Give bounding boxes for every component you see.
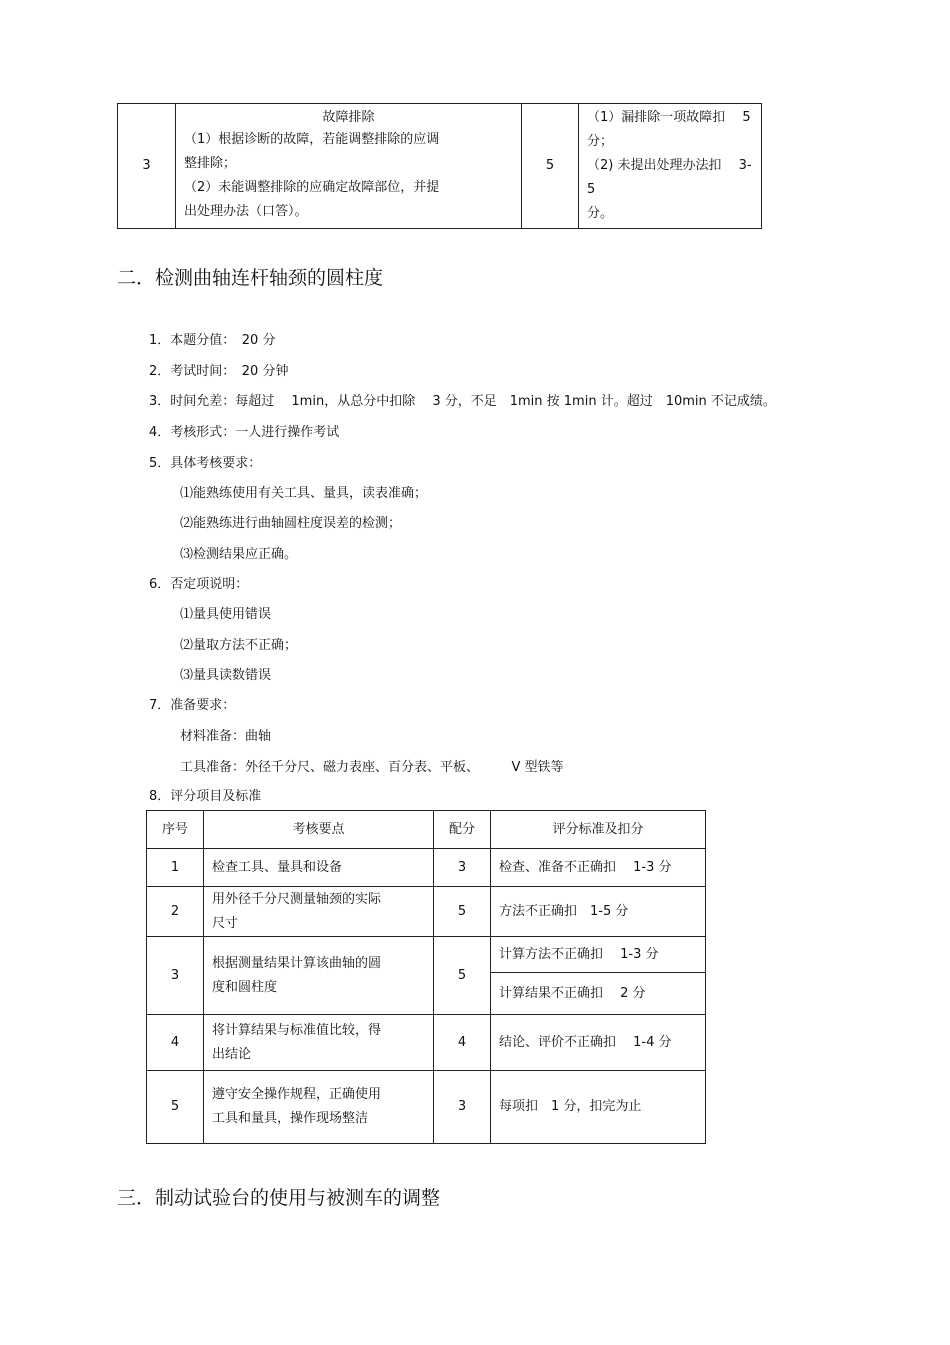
point-line: 将计算结果与标准值比较，得 (212, 1022, 382, 1038)
crit-line: 分； (587, 134, 614, 149)
cell-score: 5 (434, 887, 491, 937)
negation-item: ⑴量具使用错误 (180, 607, 272, 622)
table-row (147, 1015, 706, 1071)
cell-point: 检查工具、量具和设备 (204, 849, 434, 887)
crit-line: （2) 未提出处理办法扣 3-5 (587, 158, 752, 197)
cell-score: 3 (434, 1071, 491, 1144)
point-line: 用外径千分尺测量轴颈的实际 (212, 891, 382, 907)
table-row (147, 887, 706, 937)
requirement-item: ⑶检测结果应正确。 (180, 547, 298, 562)
row-line: 出处理办法（口答）。 (184, 204, 308, 219)
cell-score: 3 (434, 849, 491, 887)
header-cell: 评分标准及扣分 (491, 811, 706, 849)
requirement-item: ⑵能熟练进行曲轴圆柱度误差的检测； (180, 516, 402, 531)
cell-criteria: 检查、准备不正确扣 1-3 分 (491, 849, 706, 887)
header-cell: 考核要点 (204, 811, 434, 849)
cell-no: 4 (147, 1015, 204, 1071)
cell-criteria: 计算结果不正确扣 2 分 (491, 973, 706, 1015)
info-item: 8．评分项目及标准 (149, 789, 262, 804)
cell-criteria: 每项扣 1 分，扣完为止 (491, 1071, 706, 1144)
prep-item: 工具准备：外径千分尺、磁力表座、百分表、平板、 V 型铁等 (180, 760, 564, 775)
cell-point (204, 937, 434, 1015)
info-item: 2．考试时间： 20 分钟 (149, 364, 289, 379)
cell-no: 2 (147, 887, 204, 937)
header-cell: 配分 (434, 811, 491, 849)
crit-line: 分。 (587, 206, 614, 221)
cell-score: 5 (434, 937, 491, 1015)
info-item: 4．考核形式：一人进行操作考试 (149, 425, 340, 440)
table-row (147, 849, 706, 887)
crit-line: （1）漏排除一项故障扣 5 (587, 110, 751, 125)
fault-table (117, 103, 762, 229)
row-criteria (579, 104, 762, 229)
info-item: 3．时间允差：每超过 1min，从总分中扣除 3 分，不足 1min 按 1min 计。超过 10min 不记成绩。 (149, 394, 776, 409)
table-row (147, 937, 706, 973)
row-line: 整排除； (184, 156, 237, 171)
cell-criteria: 结论、评价不正确扣 1-4 分 (491, 1015, 706, 1071)
table-row (147, 1071, 706, 1144)
info-item: 5．具体考核要求： (149, 456, 262, 471)
table-header-row (147, 811, 706, 849)
requirement-item: ⑴能熟练使用有关工具、量具，读表准确； (180, 486, 428, 501)
section-heading: 二．检测曲轴连杆轴颈的圆柱度 (117, 267, 384, 289)
section-heading: 三．制动试验台的使用与被测车的调整 (117, 1187, 441, 1209)
point-line: 尺寸 (212, 915, 239, 931)
row-line: （2）未能调整排除的应确定故障部位，并提 (184, 180, 440, 195)
cell-point (204, 887, 434, 937)
negation-item: ⑵量取方法不正确； (180, 638, 298, 653)
score-table (146, 810, 706, 1144)
cell-point (204, 1015, 434, 1071)
cell-point (204, 1071, 434, 1144)
row-title: 故障排除 (322, 110, 375, 125)
cell-no: 3 (147, 937, 204, 1015)
row-content (176, 104, 522, 229)
info-item: 6．否定项说明： (149, 577, 249, 592)
cell-no: 1 (147, 849, 204, 887)
negation-item: ⑶量具读数错误 (180, 668, 272, 683)
row-no: 3 (118, 104, 176, 229)
point-line: 遵守安全操作规程，正确使用 (212, 1087, 382, 1102)
point-line: 工具和量具，操作现场整洁 (212, 1111, 369, 1126)
header-cell: 序号 (147, 811, 204, 849)
row-line: （1）根据诊断的故障，若能调整排除的应调 (184, 132, 440, 147)
row-score: 5 (522, 104, 579, 229)
prep-item: 材料准备：曲轴 (180, 729, 272, 744)
cell-criteria: 计算方法不正确扣 1-3 分 (491, 937, 706, 973)
info-item: 7．准备要求： (149, 698, 236, 713)
cell-score: 4 (434, 1015, 491, 1071)
point-line: 根据测量结果计算该曲轴的圆 (212, 955, 382, 971)
point-line: 度和圆柱度 (212, 979, 278, 995)
cell-no: 5 (147, 1071, 204, 1144)
point-line: 出结论 (212, 1046, 252, 1062)
cell-criteria: 方法不正确扣 1-5 分 (491, 887, 706, 937)
info-item: 1．本题分值： 20 分 (149, 333, 276, 348)
